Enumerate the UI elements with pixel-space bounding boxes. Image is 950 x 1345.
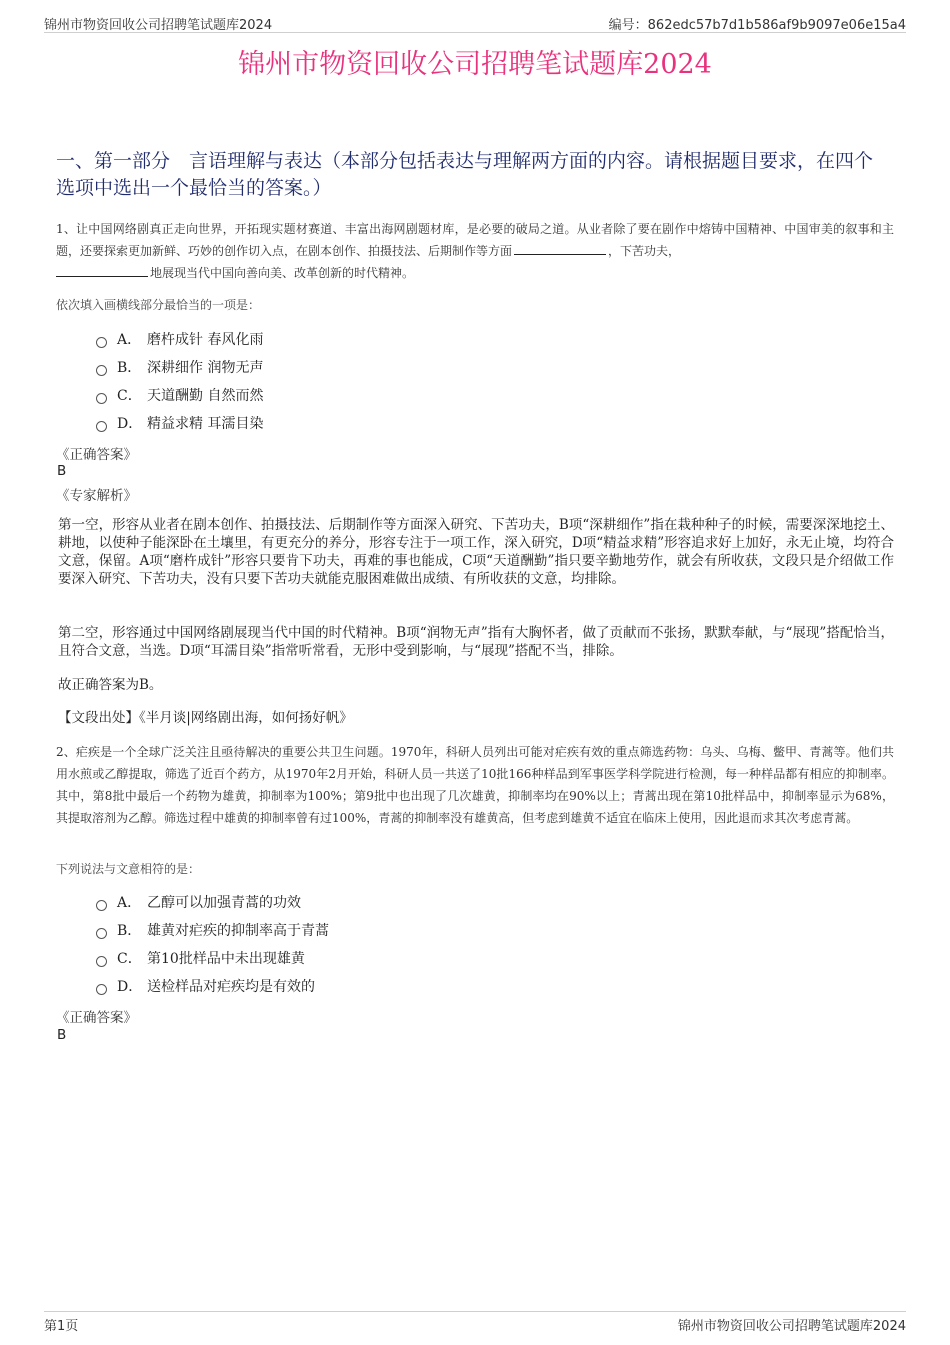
answer-label: 《正确答案》	[56, 447, 137, 463]
question-2-prompt: 下列说法与文意相符的是：	[56, 862, 201, 876]
analysis-paragraph-1: 第一空，形容从业者在剧本创作、拍摄技法、后期制作等方面深入研究、下苦功夫，B项“深耕细作”指在栽种种子的时候，需要深深地挖土、耕地，以使种子能深卧在土壤里，有更充分的养分，形容专注于一项工作，深入研究，D项“精益求精”形容追求好上加好，永无止境，均符合文意，保留。A项“磨杵成针”形容只要肯下功夫，再难的事也能成，C项“天道酬勤”指只要辛勤地劳作，就会有所收获，文段只是介绍做工作要深入研究、下苦功夫，没有只要下苦功夫就能克服困难做出成绩、有所收获的文意，均排除。	[58, 517, 894, 587]
radio-icon[interactable]	[96, 984, 107, 995]
question-1-stem	[56, 218, 894, 284]
option-d[interactable]: D． 送检样品对疟疾均是有效的	[96, 972, 329, 1000]
fill-blank-2	[56, 263, 148, 277]
option-a[interactable]: A． 磨杵成针 春风化雨	[96, 325, 263, 353]
page-title: 锦州市物资回收公司招聘笔试题库2024	[238, 49, 712, 80]
header-code	[609, 14, 906, 33]
header-code-label: 编号：	[608, 18, 648, 33]
analysis-paragraph-2: 第二空，形容通过中国网络剧展现当代中国的时代精神。B项“润物无声”指有大胸怀者，做了贡献而不张扬，默默奉献，与“展现”搭配恰当，且符合文意，当选。D项“耳濡目染”指常听常看，无形中受到影响，与“展现”搭配不当，排除。	[58, 625, 894, 659]
option-d[interactable]: D． 精益求精 耳濡目染	[96, 409, 263, 437]
source-citation: 【文段出处】《半月谈|网络剧出海，如何扬好帆》	[58, 710, 353, 726]
question-1-text-a: 1、让中国网络剧真正走向世界，开拓现实题材赛道、丰富出海网剧题材库，是必要的破局之道。从业者除了要在剧作中熔铸中国精神、中国审美的叙事和主题，还要探索更加新鲜、巧妙的创作切入点，在剧本创作、拍摄技法、后期制作等方面	[56, 222, 894, 258]
question-1-options	[96, 325, 263, 437]
page-footer	[44, 1311, 906, 1332]
question-1-text-c: 地展现当代中国向善向美、改革创新的时代精神。	[150, 266, 415, 280]
option-c[interactable]: C． 天道酬勤 自然而然	[96, 381, 263, 409]
question-2-stem: 2、疟疾是一个全球广泛关注且亟待解决的重要公共卫生问题。1970年，科研人员列出可能对疟疾有效的重点筛选药物：乌头、乌梅、鳖甲、青蒿等。他们共用水煎或乙醇提取，筛选了近百个药方，从1970年2月开始，科研人员一共送了10批166种样品到军事医学科学院进行检测，每一种样品都有相应的抑制率。其中，第8批中最后一个药物为雄黄，抑制率为100%；第9批中也出现了几次雄黄，抑制率均在90%以上；青蒿出现在第10批样品中，抑制率显示为68%，其提取溶剂为乙醇。筛选过程中雄黄的抑制率曾有过100%，青蒿的抑制率没有雄黄高，但考虑到雄黄不适宜在临床上使用，因此退而求其次考虑青蒿。	[56, 745, 894, 825]
question-2-options	[96, 888, 329, 1000]
section-heading: 一、第一部分 言语理解与表达（本部分包括表达与理解两方面的内容。请根据题目要求，在四个选项中选出一个最恰当的答案。）	[56, 150, 874, 199]
header-code-value: 862edc57b7d1b586af9b9097e06e15a4	[647, 18, 906, 33]
page-number: 第1页	[44, 1319, 79, 1334]
answer-label: 《正确答案》	[56, 1010, 137, 1026]
footer-doc-title: 锦州市物资回收公司招聘笔试题库2024	[677, 1319, 906, 1334]
radio-icon[interactable]	[96, 393, 107, 404]
answer-value: B	[57, 463, 67, 479]
analysis-conclusion: 故正确答案为B。	[58, 677, 163, 693]
option-c[interactable]: C． 第10批样品中未出现雄黄	[96, 944, 329, 972]
radio-icon[interactable]	[96, 956, 107, 967]
header-doc-title: 锦州市物资回收公司招聘笔试题库2024	[44, 18, 273, 33]
radio-icon[interactable]	[96, 900, 107, 911]
radio-icon[interactable]	[96, 421, 107, 432]
option-a[interactable]: A． 乙醇可以加强青蒿的功效	[96, 888, 329, 916]
answer-value: B	[57, 1027, 67, 1043]
option-b[interactable]: B． 雄黄对疟疾的抑制率高于青蒿	[96, 916, 329, 944]
page-header	[44, 12, 906, 33]
analysis-label: 《专家解析》	[56, 488, 137, 504]
radio-icon[interactable]	[96, 928, 107, 939]
option-b[interactable]: B． 深耕细作 润物无声	[96, 353, 263, 381]
fill-blank-1	[514, 241, 606, 255]
radio-icon[interactable]	[96, 337, 107, 348]
question-1-prompt: 依次填入画横线部分最恰当的一项是：	[56, 298, 261, 312]
radio-icon[interactable]	[96, 365, 107, 376]
question-1-text-b: ，下苦功夫，	[608, 244, 681, 258]
